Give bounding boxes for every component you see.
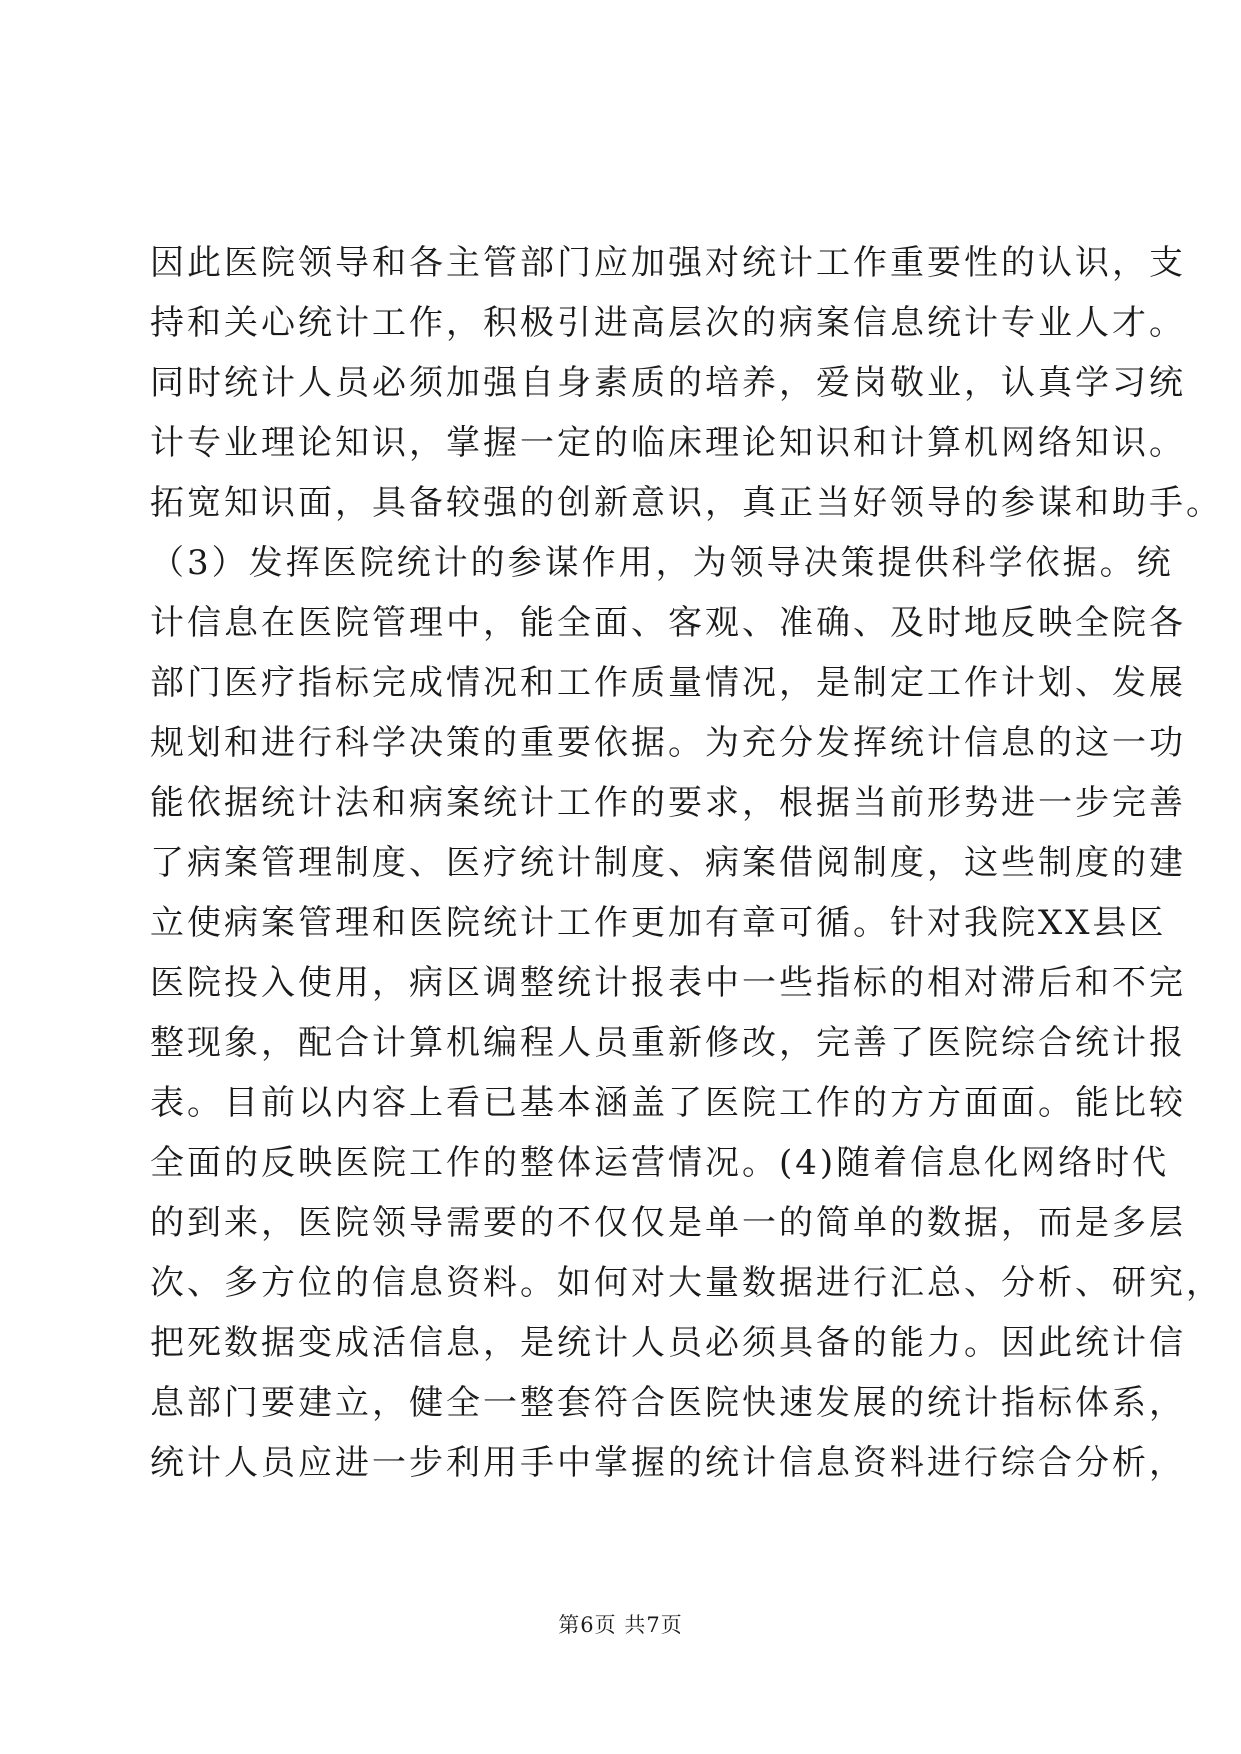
- page-number: 第6页 共7页: [558, 1613, 683, 1637]
- text-line: 整现象，配合计算机编程人员重新修改，完善了医院综合统计报: [150, 1023, 1186, 1063]
- text-line: 持和关心统计工作，积极引进高层次的病案信息统计专业人才。: [150, 303, 1186, 343]
- page-footer: [0, 1610, 1241, 1640]
- text-line: 因此医院领导和各主管部门应加强对统计工作重要性的认识，支: [150, 243, 1186, 283]
- text-line: 把死数据变成活信息，是统计人员必须具备的能力。因此统计信: [150, 1323, 1186, 1363]
- text-line: 计专业理论知识，掌握一定的临床理论知识和计算机网络知识。: [150, 423, 1186, 463]
- text-line: 了病案管理制度、医疗统计制度、病案借阅制度，这些制度的建: [150, 843, 1186, 883]
- text-line: 立使病案管理和医院统计工作更加有章可循。针对我院XX县区: [150, 903, 1167, 943]
- text-line: 表。目前以内容上看已基本涵盖了医院工作的方方面面。能比较: [150, 1083, 1186, 1123]
- text-line: 部门医疗指标完成情况和工作质量情况，是制定工作计划、发展: [150, 663, 1186, 703]
- text-line: 同时统计人员必须加强自身素质的培养，爱岗敬业，认真学习统: [150, 363, 1186, 403]
- text-line: 次、多方位的信息资料。如何对大量数据进行汇总、分析、研究，: [150, 1263, 1223, 1303]
- text-line: 医院投入使用，病区调整统计报表中一些指标的相对滞后和不完: [150, 963, 1186, 1003]
- text-line: 规划和进行科学决策的重要依据。为充分发挥统计信息的这一功: [150, 723, 1186, 763]
- text-line: 息部门要建立，健全一整套符合医院快速发展的统计指标体系，: [150, 1383, 1186, 1423]
- text-line: （3）发挥医院统计的参谋作用，为领导决策提供科学依据。统: [150, 543, 1174, 583]
- text-line: 拓宽知识面，具备较强的创新意识，真正当好领导的参谋和助手。: [150, 483, 1223, 523]
- text-line: 的到来，医院领导需要的不仅仅是单一的简单的数据，而是多层: [150, 1203, 1186, 1243]
- text-line: 能依据统计法和病案统计工作的要求，根据当前形势进一步完善: [150, 783, 1186, 823]
- text-line: 统计人员应进一步利用手中掌握的统计信息资料进行综合分析，: [150, 1443, 1186, 1483]
- text-line: 全面的反映医院工作的整体运营情况。(4)随着信息化网络时代: [150, 1143, 1170, 1183]
- text-line: 计信息在医院管理中，能全面、客观、准确、及时地反映全院各: [150, 603, 1186, 643]
- body-text: [150, 233, 1223, 1493]
